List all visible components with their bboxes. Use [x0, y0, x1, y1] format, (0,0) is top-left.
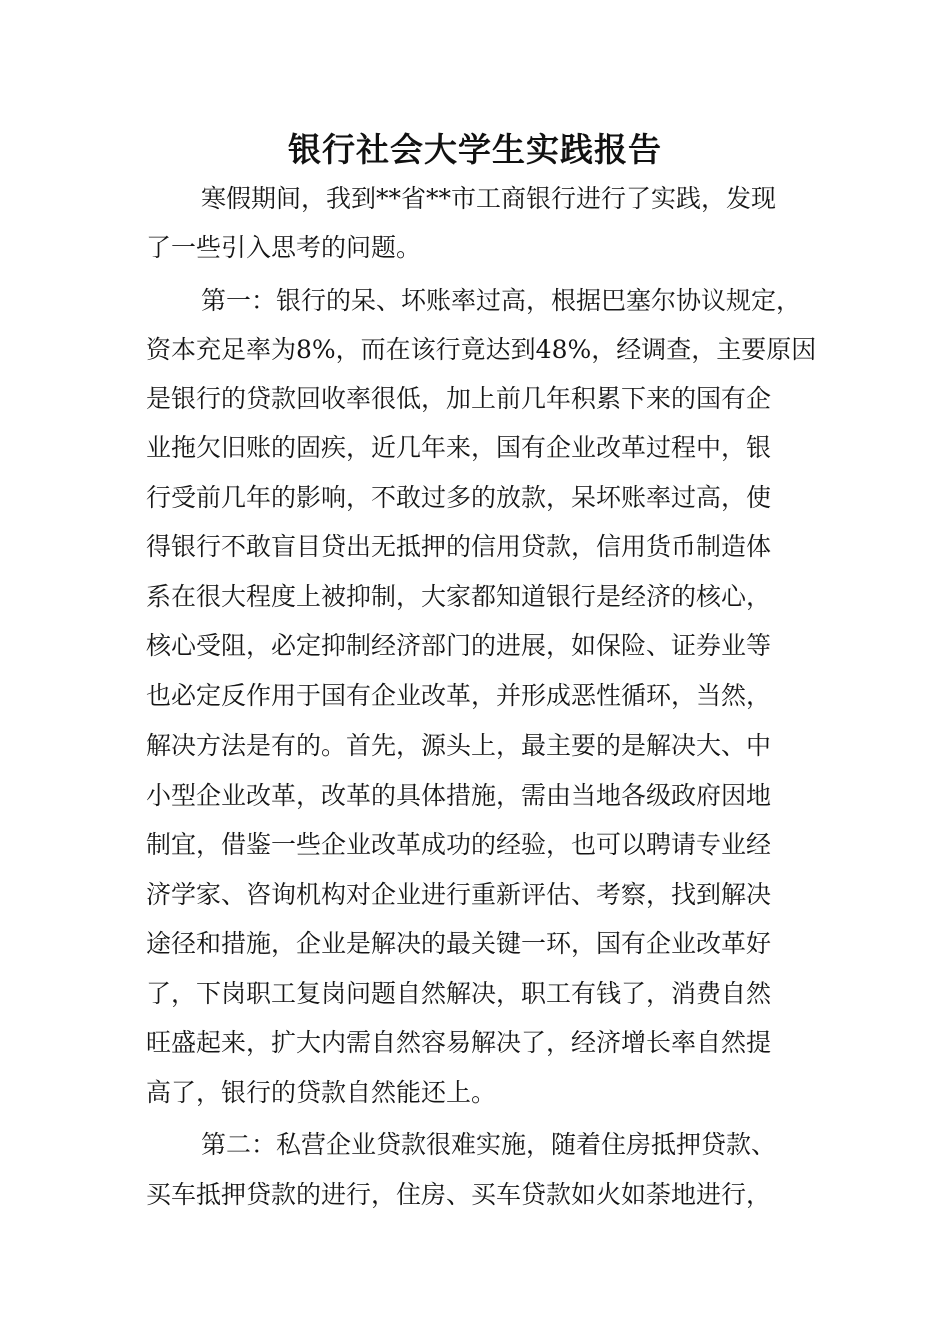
text-line: 途径和措施，企业是解决的最关键一环，国有企业改革好 [146, 929, 772, 958]
text-line: 系在很大程度上被抑制，大家都知道银行是经济的核心， [146, 582, 772, 611]
document-title: 银行社会大学生实践报告 [288, 130, 662, 169]
text-line: 寒假期间，我到**省**市工商银行进行了实践，发现 [201, 184, 777, 213]
text-line: 了一些引入思考的问题。 [146, 233, 422, 262]
text-line: 旺盛起来，扩大内需自然容易解决了，经济增长率自然提 [146, 1028, 772, 1057]
text-line: 也必定反作用于国有企业改革，并形成恶性循环，当然， [146, 681, 772, 710]
text-line: 资本充足率为8%，而在该行竟达到48%，经调查，主要原因 [146, 335, 817, 364]
text-line: 了，下岗职工复岗问题自然解决，职工有钱了，消费自然 [146, 979, 772, 1008]
text-line: 第一：银行的呆、坏账率过高，根据巴塞尔协议规定， [201, 286, 802, 315]
text-line: 小型企业改革，改革的具体措施，需由当地各级政府因地 [146, 781, 772, 810]
text-line: 济学家、咨询机构对企业进行重新评估、考察，找到解决 [146, 880, 772, 909]
text-line: 得银行不敢盲目贷出无抵押的信用贷款，信用货币制造体 [146, 532, 772, 561]
text-line: 高了，银行的贷款自然能还上。 [146, 1078, 497, 1107]
text-line: 制宜，借鉴一些企业改革成功的经验，也可以聘请专业经 [146, 830, 772, 859]
text-line: 解决方法是有的。首先，源头上，最主要的是解决大、中 [146, 731, 772, 760]
text-line: 行受前几年的影响，不敢过多的放款，呆坏账率过高，使 [146, 483, 772, 512]
text-line: 是银行的贷款回收率很低，加上前几年积累下来的国有企 [146, 384, 772, 413]
text-line: 业拖欠旧账的固疾，近几年来，国有企业改革过程中，银 [146, 433, 772, 462]
text-line: 第二：私营企业贷款很难实施，随着住房抵押贷款、 [201, 1130, 777, 1159]
text-line: 买车抵押贷款的进行，住房、买车贷款如火如荼地进行， [146, 1180, 772, 1209]
text-line: 核心受阻，必定抑制经济部门的进展，如保险、证券业等 [146, 631, 772, 660]
